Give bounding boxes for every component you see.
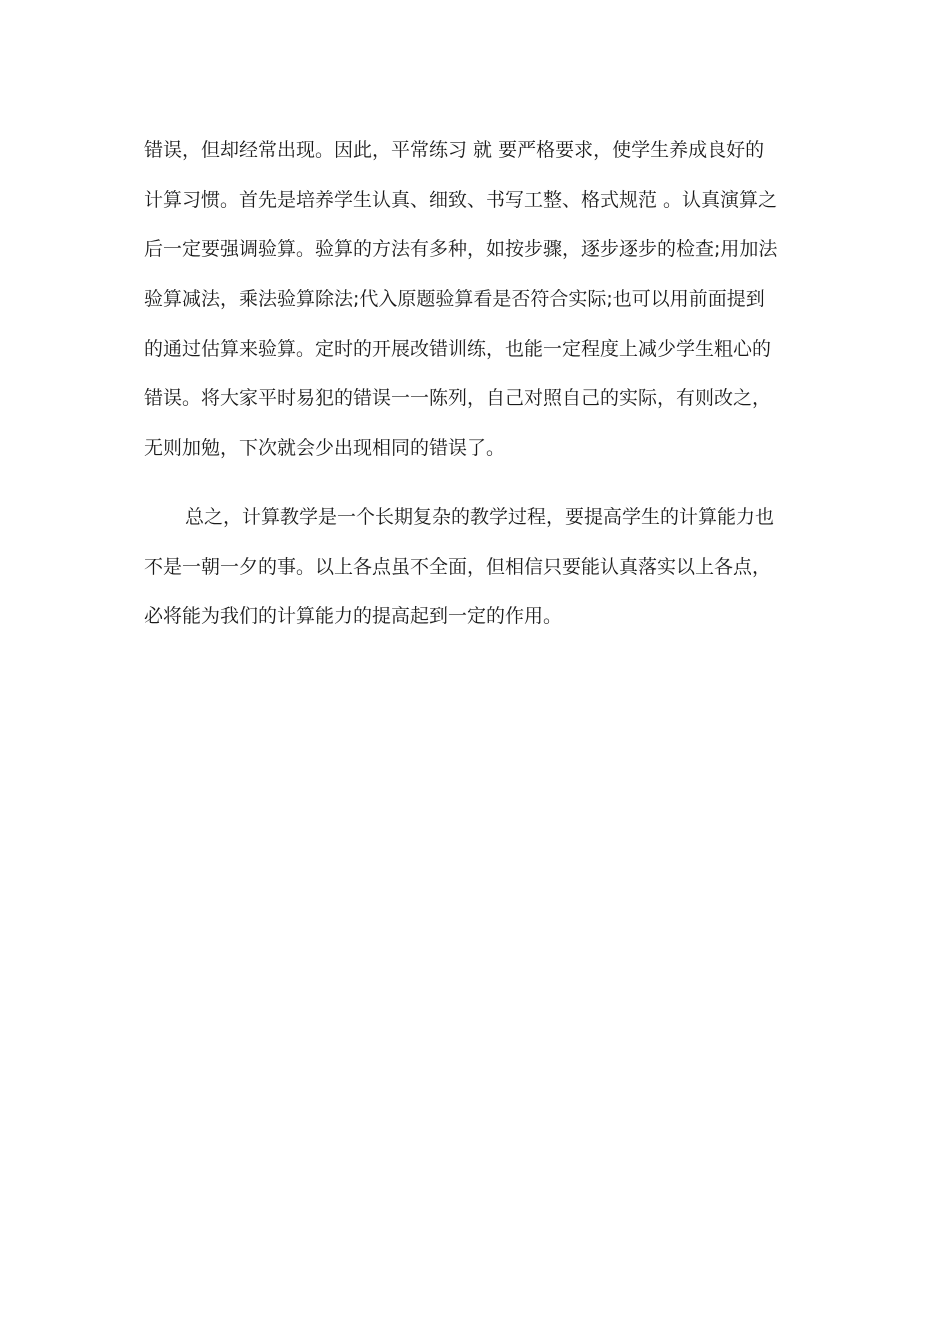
text-line: 总之，计算教学是一个长期复杂的教学过程，要提高学生的计算能力也: [185, 506, 775, 528]
text-line: 计算习惯。首先是培养学生认真、细致、书写工整、格式规范 。认真演算之: [144, 188, 778, 211]
text-line: 错误。将大家平时易犯的错误一一陈列，自己对照自己的实际，有则改之，: [144, 387, 772, 410]
text-line: 错误，但却经常出现。因此，平常练习 就 要严格要求，使学生养成良好的: [144, 139, 765, 161]
text-line: 不是一朝一夕的事。以上各点虽不全面，但相信只要能认真落实以上各点，: [144, 555, 772, 578]
text-line: 必将能为我们的计算能力的提高起到一定的作用。: [144, 605, 563, 628]
text-line: 验算减法，乘法验算除法;代入原题验算看是否符合实际;也可以用前面提到: [144, 288, 765, 311]
text-line: 无则加勉，下次就会少出现相同的错误了。: [144, 437, 506, 460]
paragraph-conclusion: [144, 502, 814, 651]
paragraph-verification: [144, 135, 814, 483]
text-line: 后一定要强调验算。验算的方法有多种，如按步骤，逐步逐步的检查;用加法: [144, 238, 778, 261]
text-line: 的通过估算来验算。定时的开展改错训练，也能一定程度上减少学生粗心的: [144, 337, 772, 360]
